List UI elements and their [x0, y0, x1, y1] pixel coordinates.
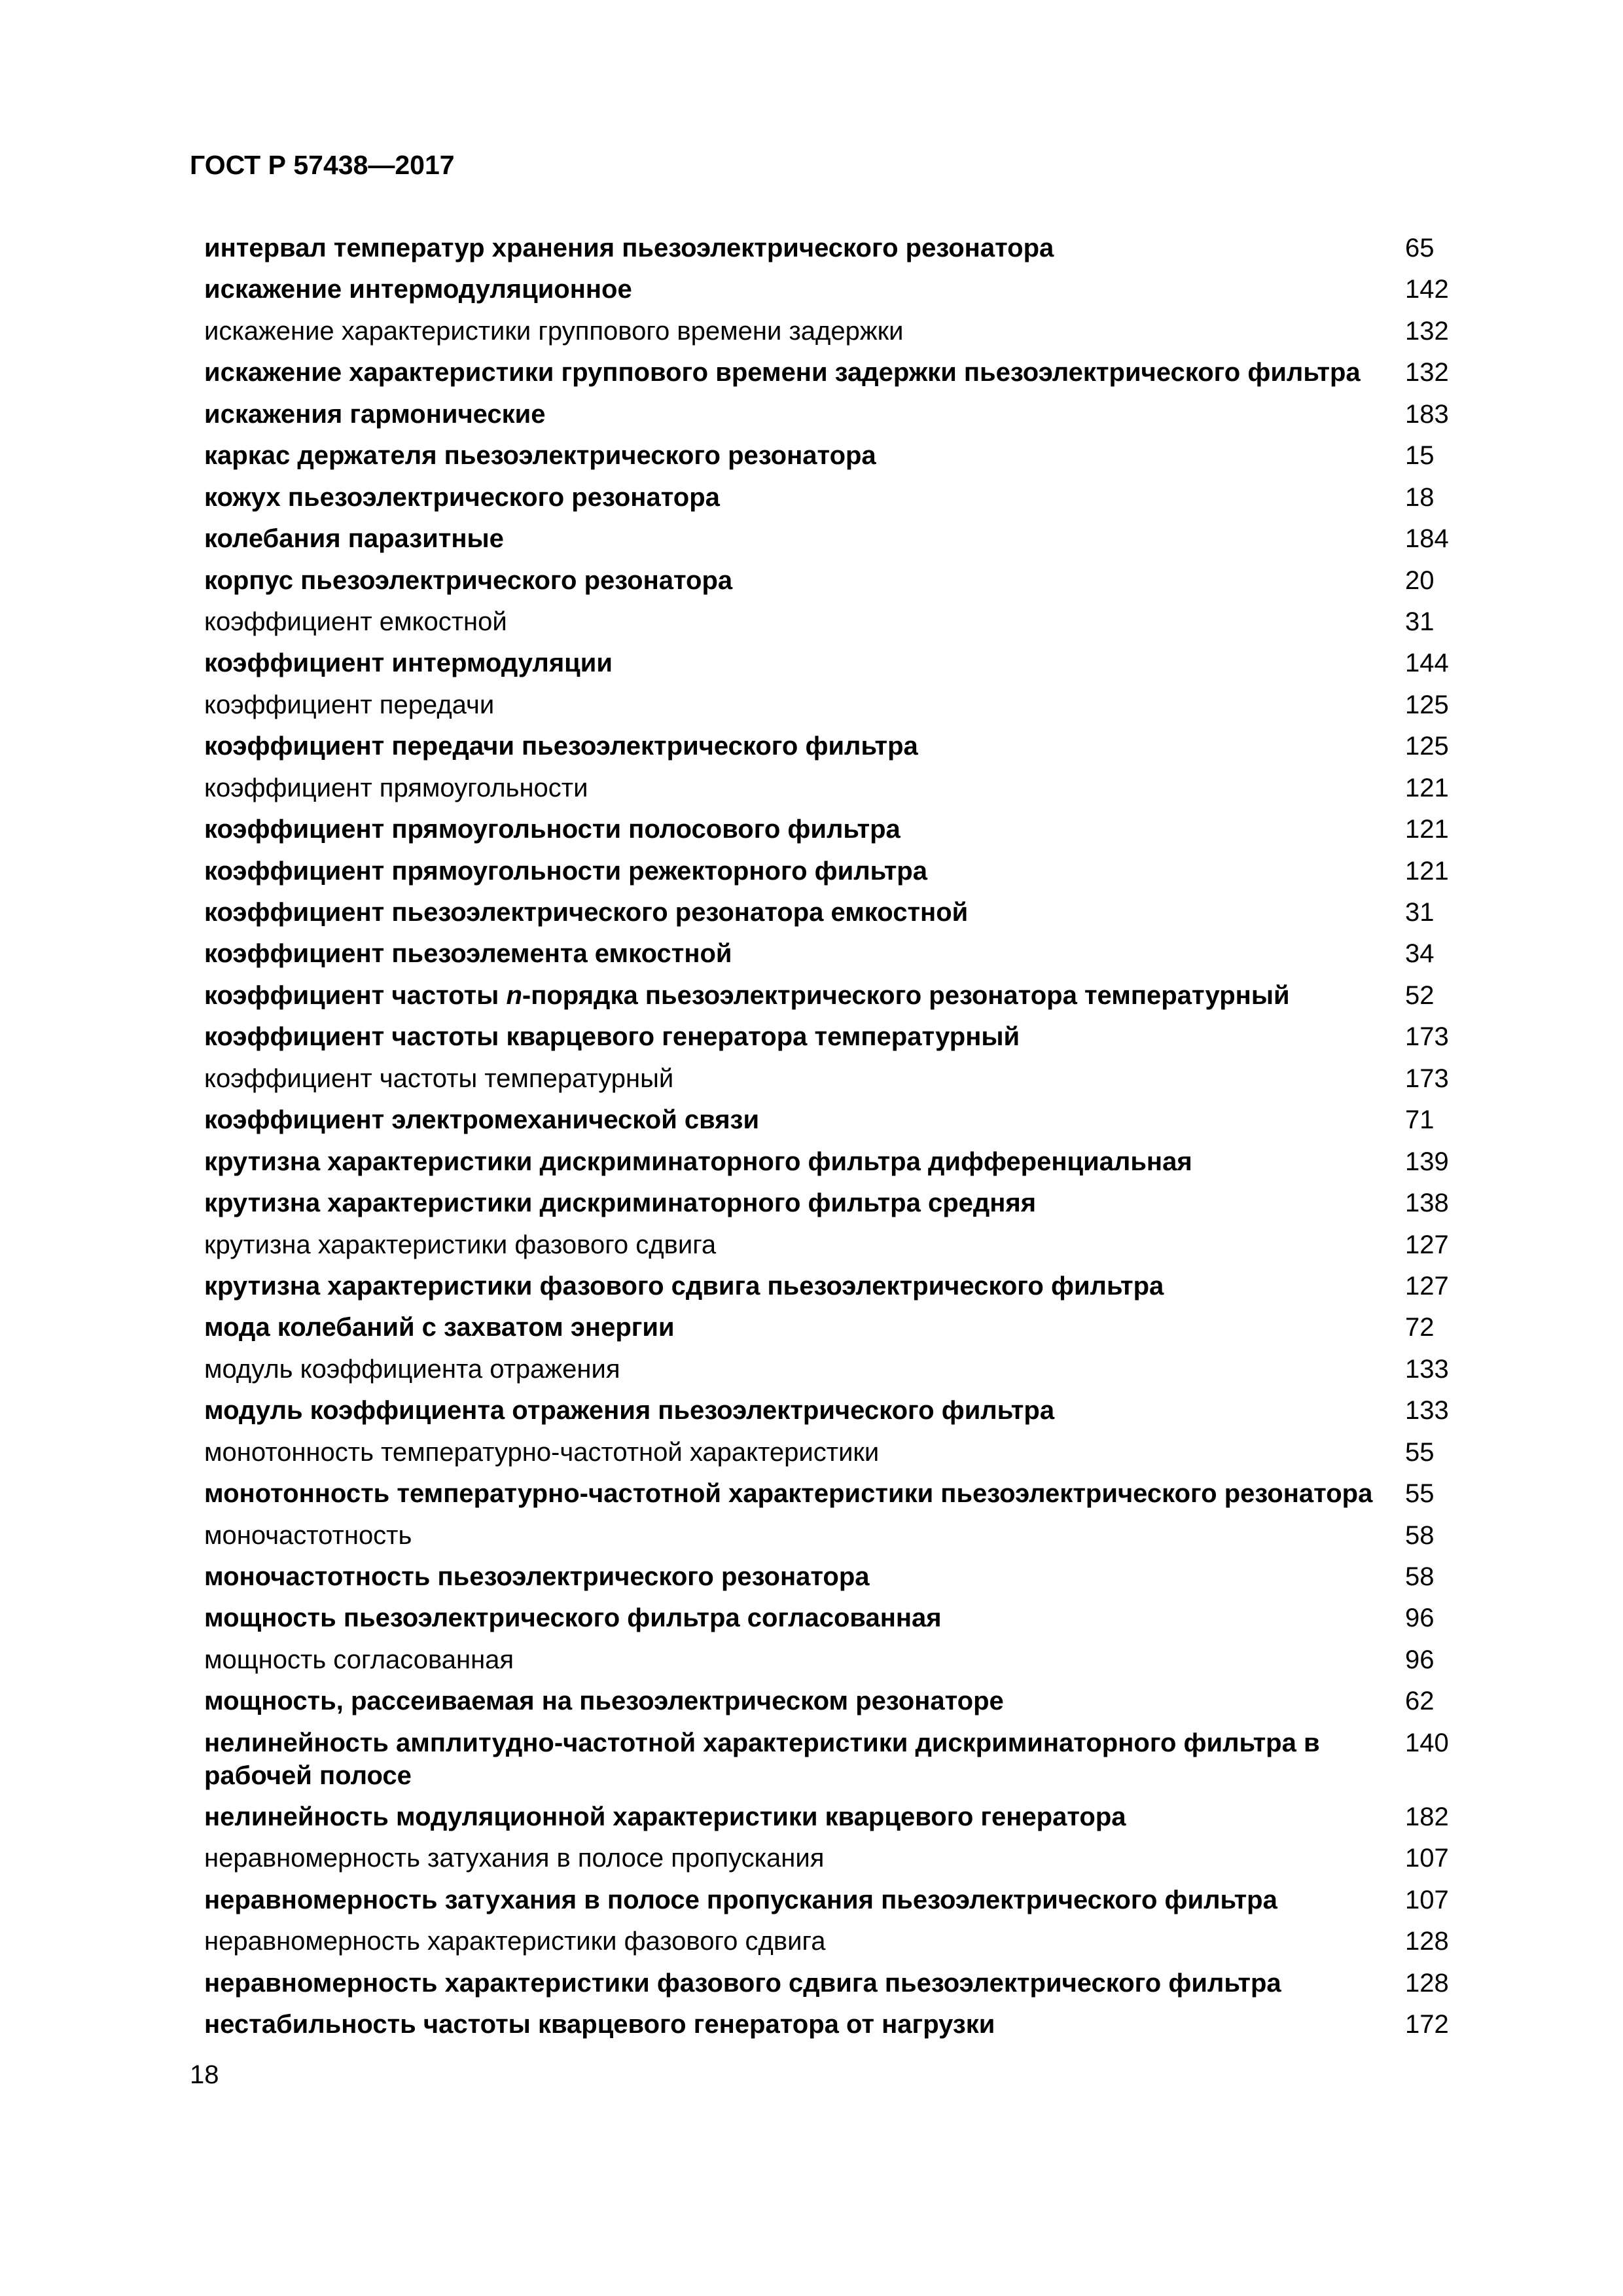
index-page-ref: 128 — [1405, 1968, 1449, 1998]
index-term: модуль коэффициента отражения пьезоэлектрического фильтра — [204, 1396, 1055, 1426]
index-term: мощность, рассеиваемая на пьезоэлектрическом резонаторе — [204, 1687, 1004, 1716]
index-entry — [204, 853, 1461, 894]
index-term: колебания паразитные — [204, 524, 504, 554]
index-page-ref: 107 — [1405, 1885, 1449, 1914]
index-term: кожух пьезоэлектрического резонатора — [204, 482, 720, 512]
index-page-ref: 96 — [1405, 1604, 1435, 1633]
index-term: искажения гармонические — [204, 399, 546, 429]
index-entry — [204, 770, 1461, 811]
index-page-ref: 107 — [1405, 1844, 1449, 1873]
index-entry — [204, 1227, 1461, 1268]
index-term — [204, 977, 1385, 1012]
index-entry — [204, 1185, 1461, 1226]
index-page-ref: 183 — [1405, 399, 1449, 429]
index-term: неравномерность характеристики фазового сдвига — [204, 1927, 826, 1956]
index-term: мода колебаний с захватом энергии — [204, 1313, 675, 1342]
index-term: коэффициент прямоугольности режекторного фильтра — [204, 856, 927, 886]
index-term: корпус пьезоэлектрического резонатора — [204, 565, 733, 595]
index-page-ref: 31 — [1405, 607, 1435, 636]
index-term: моночастотность пьезоэлектрического резонатора — [204, 1562, 870, 1591]
index-entry — [204, 1965, 1461, 2006]
index-page-ref: 128 — [1405, 1927, 1449, 1956]
index-page-ref: 133 — [1405, 1354, 1449, 1384]
index-page-ref: 55 — [1405, 1479, 1435, 1509]
index-entry — [204, 1600, 1461, 1641]
index-entry — [204, 520, 1461, 562]
index-entry — [204, 1923, 1461, 1964]
index-term: интервал температур хранения пьезоэлектрического резонатора — [204, 234, 1054, 262]
index-page-ref: 142 — [1405, 275, 1449, 304]
index-page-ref: 58 — [1405, 1562, 1435, 1591]
index-term: нелинейность модуляционной характеристики кварцевого генератора — [204, 1802, 1126, 1831]
index-entry — [204, 1475, 1461, 1516]
index-term: неравномерность затухания в полосе пропускания — [204, 1844, 825, 1873]
index-entry — [204, 687, 1461, 728]
index-page-ref: 125 — [1405, 690, 1449, 719]
index-term: коэффициент частоты температурный — [204, 1064, 674, 1093]
index-page-ref: 182 — [1405, 1802, 1449, 1831]
index-page-ref: 132 — [1405, 358, 1449, 387]
index-entry — [204, 1840, 1461, 1881]
index-entry — [204, 396, 1461, 437]
index-page-ref: 58 — [1405, 1520, 1435, 1550]
index-entry — [204, 1683, 1461, 1724]
index-term: искажение интермодуляционное — [204, 275, 632, 304]
index-term: нелинейность амплитудно-частотной характеристики дискриминаторного фильтра в рабочей полосе — [204, 1728, 1320, 1790]
index-term: крутизна характеристики фазового сдвига пьезоэлектрического фильтра — [204, 1271, 1164, 1300]
index-page-ref: 139 — [1405, 1147, 1449, 1176]
index-entry — [204, 935, 1461, 977]
index-entry — [204, 1143, 1461, 1185]
index-term: искажение характеристики группового времени задержки — [204, 316, 904, 346]
index-entry — [204, 1351, 1461, 1392]
page-number: 18 — [190, 2060, 219, 2089]
index-entry — [204, 1309, 1461, 1350]
index-entry — [204, 728, 1461, 769]
index-term: каркас держателя пьезоэлектрического резонатора — [204, 441, 876, 471]
index-page-ref: 173 — [1405, 1064, 1449, 1093]
index-page-ref: 121 — [1405, 773, 1449, 802]
index-page-ref: 62 — [1405, 1687, 1435, 1716]
index-page-ref: 71 — [1405, 1105, 1435, 1135]
index-page-ref: 125 — [1405, 732, 1449, 761]
index-page-ref: 127 — [1405, 1271, 1449, 1300]
document-header: ГОСТ Р 57438—2017 — [190, 150, 455, 180]
index-entry — [204, 1517, 1461, 1558]
index-entry — [204, 437, 1461, 478]
index-term: модуль коэффициента отражения — [204, 1354, 620, 1384]
index-entry — [204, 1725, 1461, 1799]
alphabetical-index — [204, 230, 1461, 2047]
index-term: мощность согласованная — [204, 1645, 514, 1674]
index-term: монотонность температурно-частотной характеристики пьезоэлектрического резонатора — [204, 1479, 1373, 1509]
index-term: искажение характеристики группового времени задержки пьезоэлектрического фильтра — [204, 358, 1361, 387]
index-term: коэффициент емкостной — [204, 607, 507, 636]
index-page-ref: 132 — [1405, 316, 1449, 346]
index-page-ref: 96 — [1405, 1645, 1435, 1674]
index-entry — [204, 1641, 1461, 1683]
index-term-part: коэффициент частоты — [204, 980, 507, 1010]
index-term: коэффициент передачи пьезоэлектрического фильтра — [204, 732, 918, 761]
index-term: коэффициент прямоугольности — [204, 773, 588, 802]
index-term: коэффициент пьезоэлектрического резонатора емкостной — [204, 898, 969, 927]
index-term: монотонность температурно-частотной характеристики — [204, 1437, 880, 1467]
index-entry — [204, 1268, 1461, 1309]
index-page-ref: 52 — [1405, 980, 1435, 1010]
index-page-ref: 184 — [1405, 524, 1449, 554]
index-entry — [204, 562, 1461, 603]
index-page-ref: 31 — [1405, 898, 1435, 927]
index-term-variable: n — [506, 980, 522, 1010]
index-entry — [204, 271, 1461, 312]
index-entry — [204, 1799, 1461, 1840]
index-entry — [204, 354, 1461, 395]
index-term: коэффициент пьезоэлемента емкостной — [204, 939, 732, 969]
index-entry — [204, 811, 1461, 852]
index-term: моночастотность — [204, 1520, 412, 1550]
index-page-ref: 15 — [1405, 441, 1435, 471]
index-entry — [204, 894, 1461, 935]
index-page-ref: 133 — [1405, 1396, 1449, 1426]
index-entry — [204, 1434, 1461, 1475]
index-page-ref: 121 — [1405, 856, 1449, 886]
index-entry — [204, 1882, 1461, 1923]
index-page-ref: 20 — [1405, 565, 1435, 595]
index-page-ref: 140 — [1405, 1728, 1449, 1757]
index-term: коэффициент передачи — [204, 690, 495, 719]
index-page-ref: 18 — [1405, 482, 1435, 512]
index-page-ref: 144 — [1405, 649, 1449, 678]
index-entry — [204, 1558, 1461, 1600]
index-entry — [204, 645, 1461, 686]
index-term: крутизна характеристики дискриминаторного фильтра дифференциальная — [204, 1147, 1192, 1176]
index-entry — [204, 1102, 1461, 1143]
index-page-ref: 55 — [1405, 1437, 1435, 1467]
index-term: крутизна характеристики дискриминаторного фильтра средняя — [204, 1189, 1037, 1218]
index-term: коэффициент интермодуляции — [204, 649, 613, 678]
index-page-ref: 121 — [1405, 815, 1449, 844]
index-term-part: -порядка пьезоэлектрического резонатора температурный — [522, 980, 1290, 1010]
index-term: коэффициент частоты кварцевого генератора температурный — [204, 1022, 1020, 1052]
index-page-ref: 65 — [1405, 234, 1435, 262]
index-entry — [204, 1392, 1461, 1433]
index-page-ref: 138 — [1405, 1189, 1449, 1218]
index-term: крутизна характеристики фазового сдвига — [204, 1230, 717, 1259]
index-term: неравномерность характеристики фазового сдвига пьезоэлектрического фильтра — [204, 1968, 1281, 1998]
index-page-ref: 72 — [1405, 1313, 1435, 1342]
index-page-ref: 127 — [1405, 1230, 1449, 1259]
index-term: нестабильность частоты кварцевого генератора от нагрузки — [204, 2009, 995, 2039]
index-page-ref: 172 — [1405, 2009, 1449, 2039]
index-term: коэффициент электромеханической связи — [204, 1105, 760, 1135]
index-entry — [204, 603, 1461, 645]
index-term: неравномерность затухания в полосе пропускания пьезоэлектрического фильтра — [204, 1885, 1277, 1914]
index-term: мощность пьезоэлектрического фильтра согласованная — [204, 1604, 942, 1633]
index-entry — [204, 1060, 1461, 1102]
index-entry — [204, 1018, 1461, 1060]
index-term: коэффициент прямоугольности полосового фильтра — [204, 815, 901, 844]
index-entry — [204, 977, 1461, 1018]
index-entry — [204, 313, 1461, 354]
index-entry — [204, 230, 1461, 271]
index-entry — [204, 479, 1461, 520]
index-page-ref: 34 — [1405, 939, 1435, 969]
index-page-ref: 173 — [1405, 1022, 1449, 1052]
index-entry — [204, 2006, 1461, 2047]
